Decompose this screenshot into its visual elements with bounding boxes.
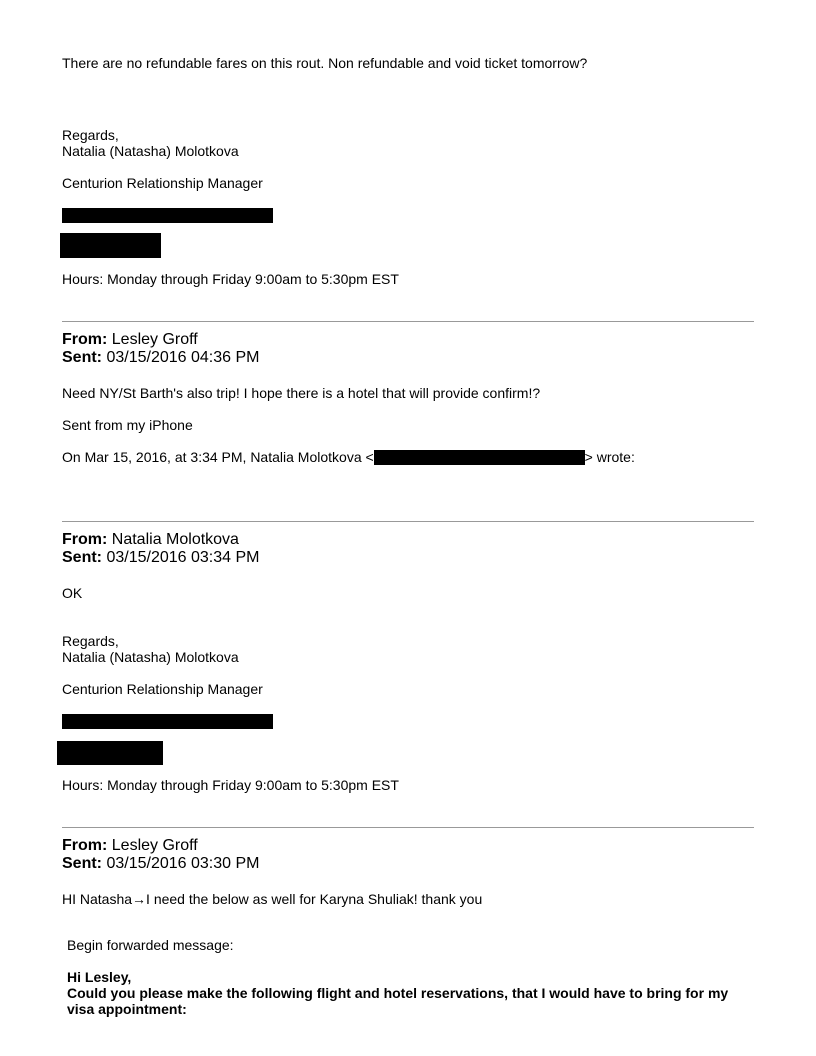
sent-date: 03/15/2016 03:30 PM xyxy=(106,855,260,872)
redaction-bar xyxy=(374,450,585,465)
redaction-bar xyxy=(60,233,161,258)
from-label: From: xyxy=(62,837,108,854)
forwarded-request: Could you please make the following flight and hotel reservations, that I would have to bring for my visa appointment: xyxy=(67,985,729,1017)
forwarded-greeting: Hi Lesley, xyxy=(67,969,132,985)
from-sender: Natalia Molotkova xyxy=(111,531,239,548)
from-label: From: xyxy=(62,531,108,548)
from-line xyxy=(62,837,198,855)
sent-line xyxy=(62,855,259,873)
quote-prefix: On Mar 15, 2016, at 3:34 PM, Natalia Molotkova < xyxy=(62,449,374,465)
message-body: OK xyxy=(62,585,83,601)
signature-name: Natalia (Natasha) Molotkova xyxy=(62,649,239,665)
sent-line xyxy=(62,549,259,567)
mobile-signature: Sent from my iPhone xyxy=(62,417,193,433)
message-divider xyxy=(62,521,754,522)
quote-intro xyxy=(62,449,635,465)
redaction-bar xyxy=(62,208,273,223)
message-body: There are no refundable fares on this rout. Non refundable and void ticket tomorrow? xyxy=(62,55,588,71)
message-divider xyxy=(62,321,754,322)
message-body: Need NY/St Barth's also trip! I hope there is a hotel that will provide confirm!? xyxy=(62,385,541,401)
forwarded-label: Begin forwarded message: xyxy=(67,937,234,953)
signature-title: Centurion Relationship Manager xyxy=(62,175,263,191)
sent-label: Sent: xyxy=(62,349,102,366)
message-body: HI Natasha→I need the below as well for Karyna Shuliak! thank you xyxy=(62,891,483,907)
from-label: From: xyxy=(62,331,108,348)
quote-suffix: > wrote: xyxy=(584,449,635,465)
sent-date: 03/15/2016 03:34 PM xyxy=(106,549,260,566)
sent-line xyxy=(62,349,259,367)
sent-label: Sent: xyxy=(62,855,102,872)
signature-regards: Regards, xyxy=(62,633,119,649)
from-line xyxy=(62,531,239,549)
redaction-bar xyxy=(62,714,273,729)
signature-hours: Hours: Monday through Friday 9:00am to 5:30pm EST xyxy=(62,271,399,287)
signature-hours: Hours: Monday through Friday 9:00am to 5:30pm EST xyxy=(62,777,399,793)
sent-label: Sent: xyxy=(62,549,102,566)
from-line xyxy=(62,331,198,349)
from-sender: Lesley Groff xyxy=(111,837,198,854)
sent-date: 03/15/2016 04:36 PM xyxy=(106,349,260,366)
from-sender: Lesley Groff xyxy=(111,331,198,348)
signature-title: Centurion Relationship Manager xyxy=(62,681,263,697)
redaction-bar xyxy=(57,741,163,765)
message-divider xyxy=(62,827,754,828)
signature-regards: Regards, xyxy=(62,127,119,143)
signature-name: Natalia (Natasha) Molotkova xyxy=(62,143,239,159)
